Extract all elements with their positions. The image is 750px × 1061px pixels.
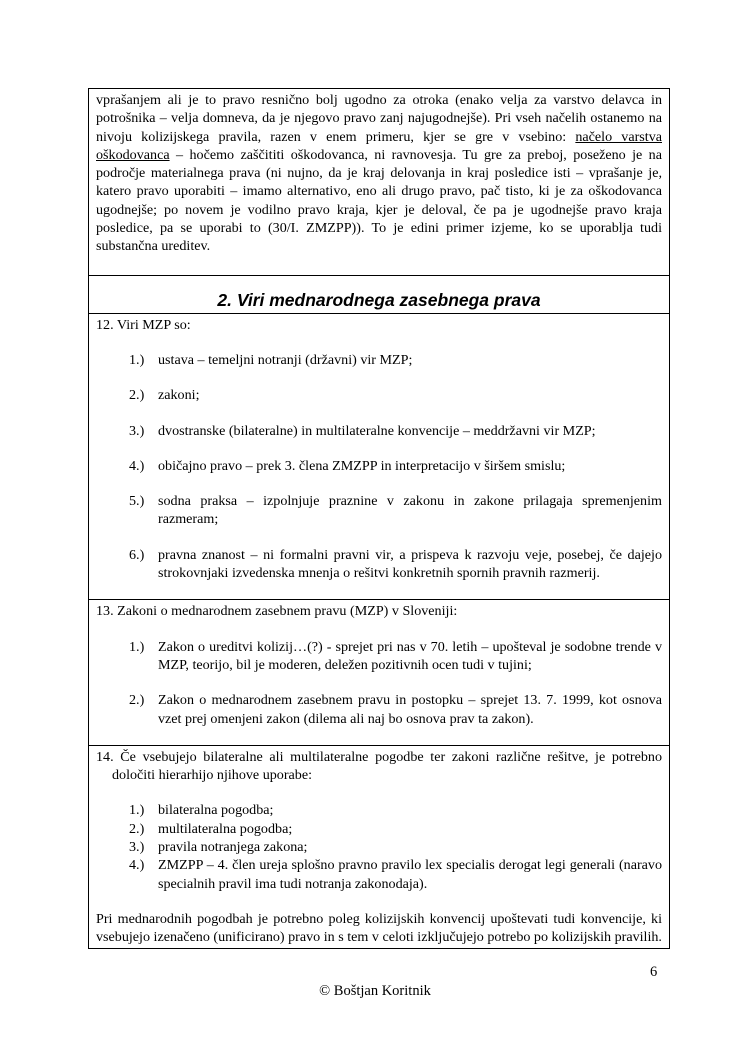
section-heading: 2. Viri mednarodnega zasebnega prava <box>217 290 541 311</box>
list-item <box>129 838 662 856</box>
item-text: bilateralna pogodba; <box>158 802 274 819</box>
item-number: 5.) <box>129 493 145 510</box>
list-item <box>129 457 662 475</box>
list-item <box>129 546 662 583</box>
intro-paragraph <box>96 91 662 256</box>
item-text: Zakon o ureditvi kolizij…(?) - sprejet pri nas v 70. letih – upošteval je sodobne trende v MZP, teorijo, bil je moderen, deležen pozitivnih ocen tudi v tujini; <box>158 638 662 673</box>
item-text: običajno pravo – prek 3. člena ZMZPP in interpretacijo v širšem smislu; <box>158 457 566 474</box>
list-item <box>129 856 662 893</box>
item-number: 2.) <box>129 692 145 709</box>
item-number: 1.) <box>129 802 145 819</box>
intro-cell <box>89 89 669 276</box>
underlined-term: načelo varstva oškodovanca <box>96 128 662 163</box>
item-number: 2.) <box>129 820 145 837</box>
list-item <box>129 801 662 819</box>
page-number: 6 <box>650 964 658 980</box>
item-number: 4.) <box>129 857 145 874</box>
list-item <box>129 638 662 675</box>
question-12-cell <box>89 314 669 601</box>
item-text: ustava – temeljni notranji (državni) vir MZP; <box>158 351 413 368</box>
item-text: ZMZPP – 4. člen ureja splošno pravno pravilo lex specialis derogat legi generali (naravo specialnih pravil ima tudi notranja zakonodaja). <box>158 857 662 892</box>
question-13-title: 13. Zakoni o mednarodnem zasebnem pravu (MZP) v Sloveniji: <box>96 603 458 620</box>
list-item <box>129 422 662 440</box>
item-number: 2.) <box>129 387 145 404</box>
item-text: pravila notranjega zakona; <box>158 839 308 856</box>
question-14-list <box>96 801 662 892</box>
question-14-cell <box>89 746 669 948</box>
item-number: 3.) <box>129 422 145 439</box>
list-item <box>129 691 662 728</box>
item-text: sodna praksa – izpolnjuje praznine v zakonu in zakone prilagaja spremenjenim razmeram; <box>158 493 662 528</box>
question-13-cell <box>89 600 669 745</box>
intro-text-part1: vprašanjem ali je to pravo resnično bolj ugodno za otroka (enako velja za varstvo delavca in potrošnika – velja domneva, da je njegovo pravo zanj najugodnejše). Pri vseh načelih ostanemo na nivoju kolizijskega pravila, razen v enem primeru, kjer se gre v vsebino: <box>96 92 662 145</box>
copyright-footer: © Boštjan Koritnik <box>319 983 431 999</box>
item-text: multilateralna pogodba; <box>158 820 293 837</box>
question-12-list <box>96 351 662 582</box>
question-12-title: 12. Viri MZP so: <box>96 316 191 333</box>
item-number: 1.) <box>129 351 145 368</box>
item-text: Zakon o mednarodnem zasebnem pravu in postopku – sprejet 13. 7. 1999, kot osnova vzet prej omenjeni zakon (dilema ali naj bo osnova prav ta zakon). <box>158 692 662 727</box>
question-14-closing: Pri mednarodnih pogodbah je potrebno poleg kolizijskih konvencij upoštevati tudi konvencije, ki vsebujejo izenačeno (unificirano) pravo in s tem v celoti izključujejo potrebo po kolizijskih pravilih. <box>96 910 662 946</box>
section-heading-cell <box>89 276 669 314</box>
intro-text-part2: – hočemo zaščititi oškodovanca, ni ravnovesja. Tu gre za preboj, poseženo je na področje materialnega prava (ni nujno, da je kraj delovanja in kraj posledice isti – vprašanje je, katero pravo uporabiti – imamo alternativo, eno ali drugo pravo, pač tisto, ki je za oškodovanca ugodnejše; po novem je vodilno pravo kraja, kjer je deloval, če pa je ugodnejše pravo kraja posledice, pa se uporabi to (30/I. ZMZPP)). To je edini primer izjeme, ko se uporablja tudi substančna ureditev. <box>96 146 662 255</box>
item-text: pravna znanost – ni formalni pravni vir, a prispeva k razvoju veje, posebej, če dajejo strokovnjaki izvedenska mnenja o rešitvi konkretnih spornih pravnih razmerij. <box>158 546 662 582</box>
question-13-list <box>96 638 662 728</box>
question-14-title: 14. Če vsebujejo bilateralne ali multilateralne pogodbe ter zakoni različne rešitve, je potrebno določiti hierarhijo njihove uporabe: <box>96 748 662 784</box>
content-table <box>88 88 670 949</box>
item-number: 4.) <box>129 457 145 474</box>
list-item <box>129 492 662 529</box>
list-item <box>129 386 662 404</box>
item-text: zakoni; <box>158 387 200 404</box>
item-number: 1.) <box>129 638 145 655</box>
list-item <box>129 351 662 369</box>
item-text: dvostranske (bilateralne) in multilateralne konvencije – meddržavni vir MZP; <box>158 422 596 439</box>
item-number: 6.) <box>129 546 145 563</box>
list-item <box>129 820 662 838</box>
item-number: 3.) <box>129 839 145 856</box>
